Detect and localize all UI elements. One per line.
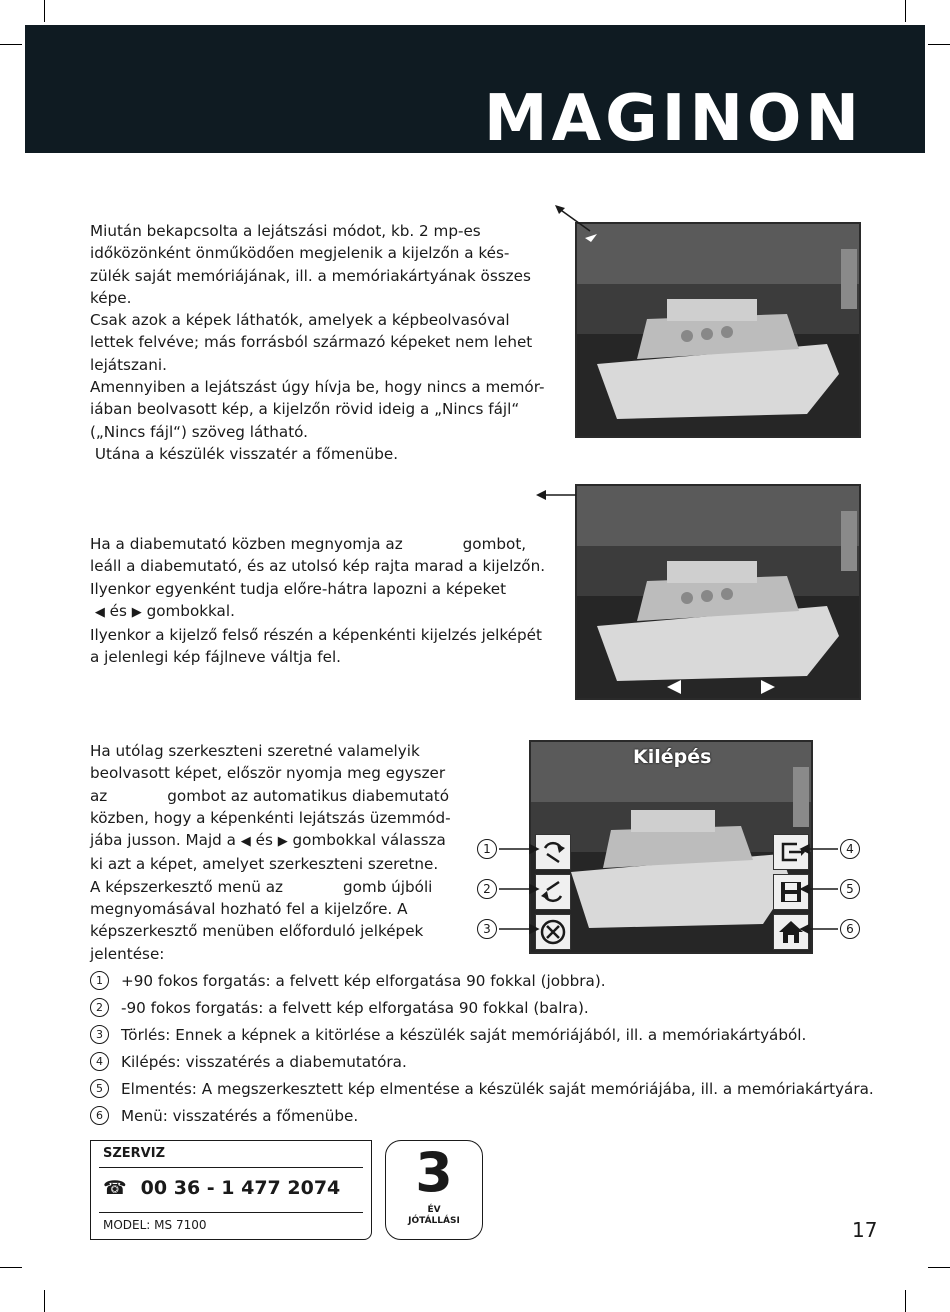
legend-number: 4	[90, 1052, 109, 1071]
text-line: Ha utólag szerkeszteni szeretné valamelyik	[90, 742, 420, 760]
text-line: lejátszani.	[90, 355, 167, 374]
text-line: a jelenlegi kép fájlneve váltja fel.	[90, 648, 341, 667]
text-line: zülék saját memóriájának, ill. a memóriakártyának összes	[90, 266, 531, 285]
crop-mark	[905, 1290, 906, 1312]
text-line: Utána a készülék visszatér a főmenübe.	[90, 444, 399, 463]
right-arrow-icon: ▶	[131, 604, 142, 620]
text-line: Csak azok a képek láthatók, amelyek a képbeolvasóval	[90, 311, 510, 330]
text-span: az	[90, 786, 108, 805]
crop-mark	[44, 1290, 45, 1312]
legend-number: 5	[90, 1079, 109, 1098]
section1-text	[90, 220, 550, 465]
text-span: gombokkal.	[146, 601, 235, 620]
warranty-badge	[385, 1140, 483, 1240]
crop-mark	[928, 1267, 950, 1268]
screen-photo-1	[575, 222, 861, 438]
callout-number: 3	[477, 919, 497, 939]
text-line: képszerkesztő menüben előforduló jelképek	[90, 922, 424, 941]
left-arrow-icon: ◀	[240, 834, 251, 850]
text-line: iában beolvasott kép, a kijelzőn rövid ideig a „Nincs fájl“	[90, 400, 520, 419]
legend-number: 2	[90, 998, 109, 1017]
text-line: Ilyenkor egyenként tudja előre-hátra lapozni a képeket	[90, 579, 507, 598]
legend-number: 3	[90, 1025, 109, 1044]
text-span: és	[255, 831, 273, 850]
right-arrow-icon: ▶	[277, 834, 288, 850]
page-number: 17	[852, 1218, 878, 1242]
section2-text	[90, 533, 560, 669]
text-line: leáll a diabemutató, és az utolsó kép rajta marad a kijelzőn.	[90, 557, 546, 576]
warranty-line1: ÉV	[427, 1205, 441, 1215]
text-span: gomb újbóli	[342, 877, 433, 896]
legend-number: 1	[90, 971, 109, 990]
crop-mark	[44, 0, 45, 22]
divider	[99, 1167, 363, 1168]
screen-photo-2	[575, 484, 861, 700]
menu-title[interactable]: Kilépés	[633, 746, 712, 768]
legend-number: 6	[90, 1106, 109, 1125]
text-line: Ilyenkor a kijelző felső részén a képenkénti kijelzés jelképét	[90, 626, 542, 645]
text-line: („Nincs fájl“) szöveg látható.	[90, 422, 309, 441]
text-line: időközönként önműködően megjelenik a kijelzőn a kés-	[90, 244, 510, 263]
text-span: Ha a diabemutató közben megnyomja az	[90, 535, 403, 553]
text-line: közben, hogy a képenkénti lejátszás üzemmód-	[90, 808, 451, 827]
legend-text: Elmentés: A megszerkesztett kép elmentése a készülék saját memóriájába, ill. a memóriakártyára.	[121, 1080, 874, 1098]
text-line: Amennyiben a lejátszást úgy hívja be, hogy nincs a memór-	[90, 378, 545, 397]
crop-mark	[905, 0, 906, 22]
text-span: gombot az automatikus diabemutató	[167, 786, 450, 805]
service-header: SZERVIZ	[103, 1146, 166, 1161]
legend-text: +90 fokos forgatás: a felvett kép elforgatása 90 fokkal (jobbra).	[121, 972, 606, 990]
text-span: jába jusson. Majd a	[90, 831, 236, 850]
model-label: MODEL: MS 7100	[103, 1218, 207, 1232]
warranty-line2: JÓTÁLLÁSI	[408, 1216, 460, 1226]
phone-number: 00 36 - 1 477 2074	[140, 1177, 341, 1199]
text-line: Miután bekapcsolta a lejátszási módot, kb. 2 mp-es	[90, 222, 481, 240]
legend-text: Törlés: Ennek a képnek a kitörlése a készülék saját memóriájából, ill. a memóriakártyából.	[121, 1026, 807, 1044]
text-span: A képszerkesztő menü az	[90, 877, 283, 896]
callout-number: 2	[477, 879, 497, 899]
header-band	[25, 25, 925, 156]
brand-logo: MAGINON	[483, 82, 863, 156]
crop-mark	[0, 1267, 22, 1268]
text-line: ki azt a képet, amelyet szerkeszteni szeretne.	[90, 855, 439, 874]
legend-text: -90 fokos forgatás: a felvett kép elforgatása 90 fokkal (balra).	[121, 999, 589, 1017]
callout-arrows	[0, 830, 950, 950]
boat-photo	[577, 224, 859, 436]
callout-number: 1	[477, 839, 497, 859]
left-arrow-icon: ◀	[94, 604, 105, 620]
callout-number: 5	[840, 879, 860, 899]
text-span: gombokkal válassza	[292, 831, 446, 850]
legend-text: Kilépés: visszatérés a diabemutatóra.	[121, 1053, 407, 1071]
text-line: megnyomásával hozható fel a kijelzőre. A	[90, 900, 408, 919]
divider	[99, 1212, 363, 1213]
callout-number: 4	[840, 839, 860, 859]
text-span: és	[109, 601, 127, 620]
text-line: beolvasott képet, először nyomja meg egyszer	[90, 764, 446, 783]
text-line: jelentése:	[90, 944, 165, 963]
boat-photo	[577, 486, 859, 698]
service-box	[90, 1140, 372, 1240]
crop-mark	[0, 44, 22, 45]
legend-text: Menü: visszatérés a főmenübe.	[121, 1107, 359, 1125]
callout-arrow	[555, 205, 615, 245]
warranty-years: 3	[415, 1141, 453, 1204]
phone-icon: ☎	[103, 1177, 127, 1199]
text-line: lettek felvéve; más forrásból származó képeket nem lehet	[90, 333, 533, 352]
callout-arrow	[536, 488, 596, 502]
callout-number: 6	[840, 919, 860, 939]
service-phone	[103, 1177, 340, 1199]
text-span: gombot,	[462, 535, 527, 553]
crop-mark	[928, 44, 950, 45]
text-line: képe.	[90, 288, 132, 307]
